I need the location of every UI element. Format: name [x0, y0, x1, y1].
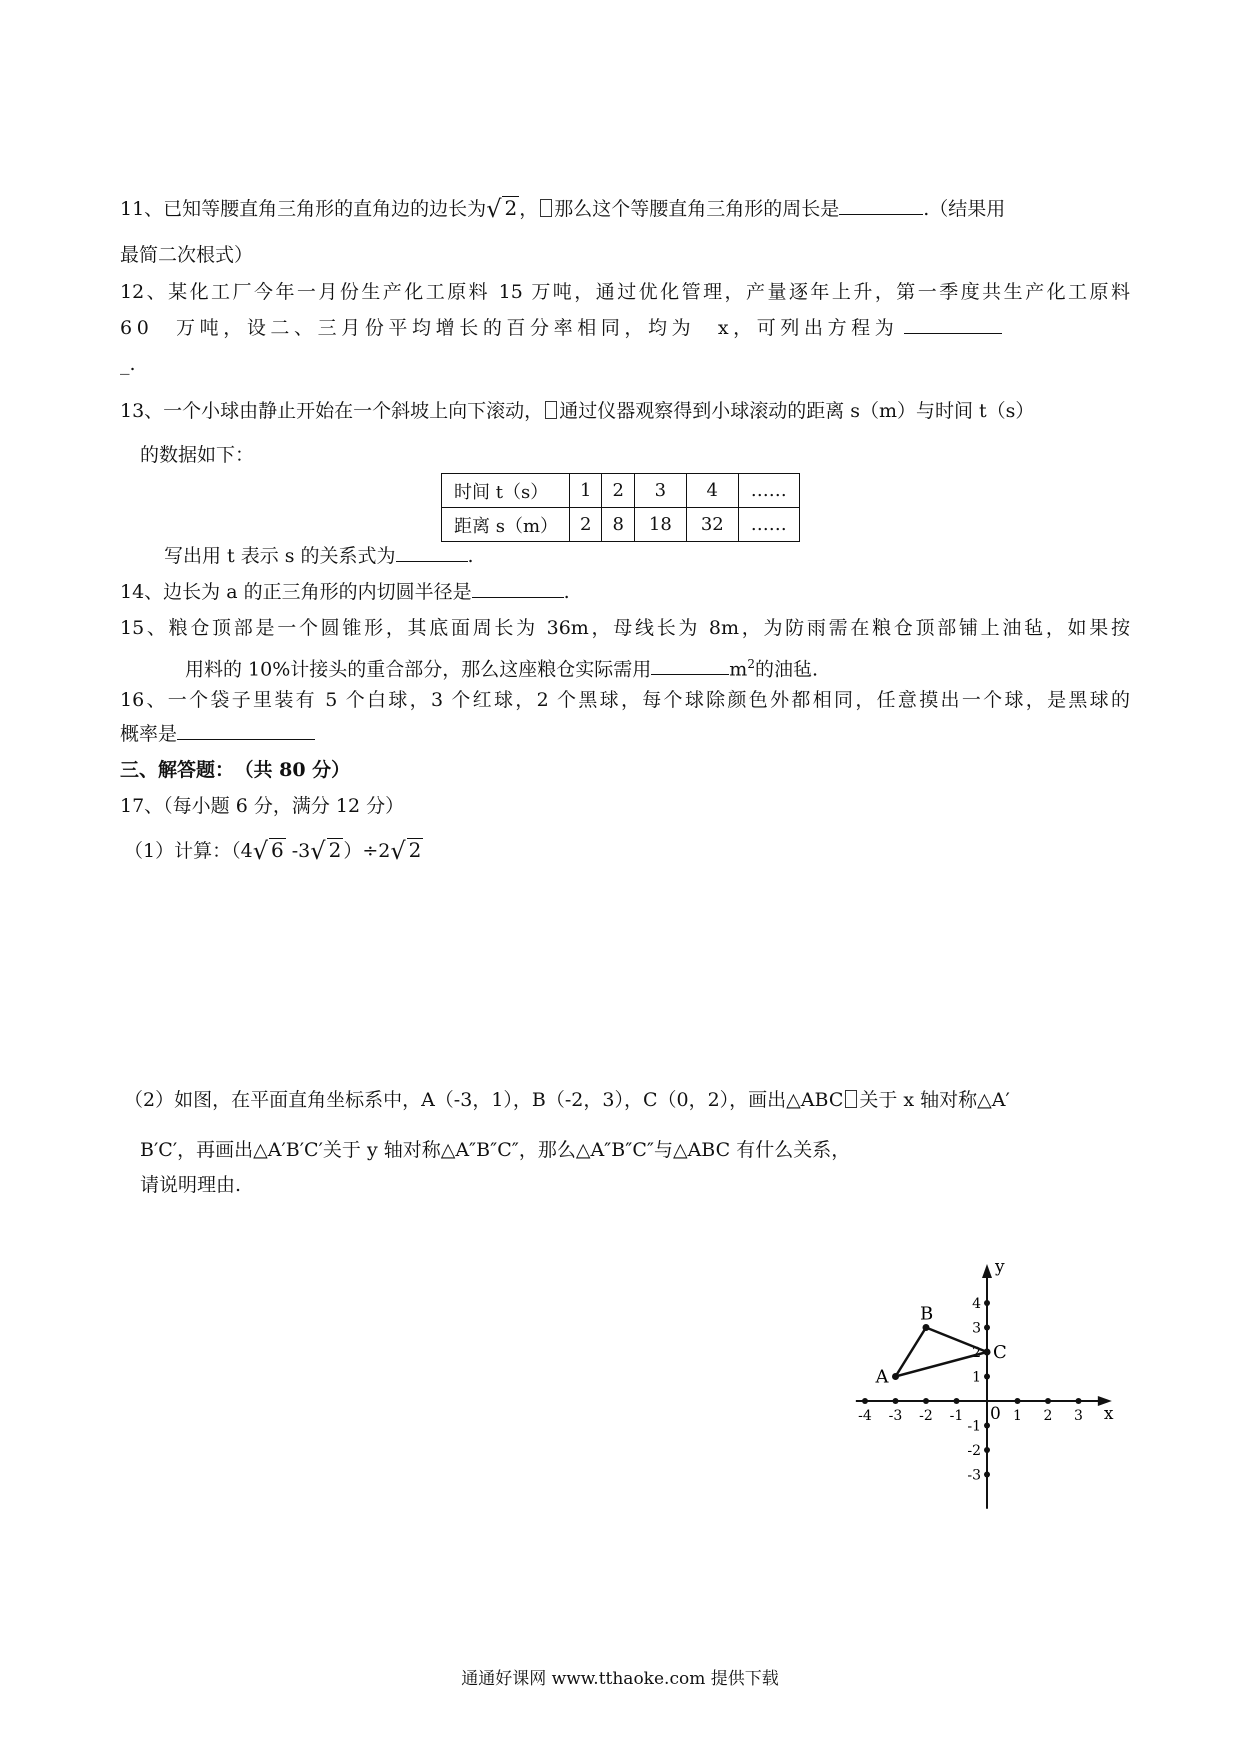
q11-text-b-prefix: ， — [519, 198, 539, 220]
missing-glyph-icon — [540, 199, 552, 217]
table-cell: 2 — [602, 474, 634, 508]
x-tick-dot — [923, 1398, 929, 1404]
x-tick-label: -1 — [949, 1408, 964, 1424]
q13-text-a: 13、一个小球由静止开始在一个斜坡上向下滚动， — [120, 400, 544, 422]
question-16-line-1 — [120, 685, 1130, 715]
q17-p1-mid: -3 — [285, 840, 311, 862]
coordinate-graph — [830, 1170, 1114, 1530]
q17-p1-suffix: ）÷2 — [343, 840, 391, 862]
question-11-line-2 — [120, 240, 1130, 270]
y-tick-label: -3 — [967, 1467, 981, 1484]
q17-p1-radicand-3: 2 — [408, 838, 422, 862]
footer: 通通好课网 www.tthaoke.com 提供下载 — [461, 1669, 779, 1689]
q13-line-3-end: . — [467, 545, 474, 567]
y-tick-label: -2 — [967, 1443, 981, 1459]
x-tick-dot — [1045, 1398, 1051, 1404]
table-row — [442, 474, 800, 508]
q16-line-2-text: 概率是 — [120, 723, 178, 745]
q11-text-a: 11、已知等腰直角三角形的直角边的边长为 — [120, 198, 487, 220]
point-a — [892, 1373, 899, 1380]
y-tick-label: 2 — [972, 1345, 981, 1361]
question-17-part-2-line-1 — [124, 1085, 1134, 1115]
q17-p1-radicand-1: 6 — [270, 838, 284, 862]
q11-line-2-text: 最简二次根式） — [120, 244, 254, 266]
question-11-line-1 — [120, 194, 1130, 224]
answer-blank-q16 — [177, 719, 315, 740]
y-tick-label: 3 — [972, 1320, 981, 1337]
x-tick-label: -3 — [888, 1408, 903, 1424]
question-13-line-2 — [140, 440, 1150, 470]
question-12-line-3 — [120, 349, 1130, 379]
x-tick-label: -2 — [919, 1408, 933, 1424]
q17-p2-line-2: B′C′，再画出△A′B′C′关于 y 轴对称△A″B″C″，那么△A″B″C″与△ABC 有什么关系， — [140, 1139, 851, 1161]
q13-text-b: 通过仪器观察得到小球滚动的距离 s（m）与时间 t（s） — [559, 400, 1035, 422]
q17-p1-radicand-2: 2 — [328, 838, 342, 862]
q15-line-1-text: 15、粮仓顶部是一个圆锥形，其底面周长为 36m，母线长为 8m，为防雨需在粮仓顶部铺上油毡，如果按 — [120, 617, 1130, 639]
q12-line-1-text: 12、某化工厂今年一月份生产化工原料 15 万吨，通过优化管理，产量逐年上升，第一季度共生产化工原料 — [120, 281, 1130, 303]
q13-line-2-text: 的数据如下： — [140, 444, 255, 466]
sqrt-sign: √ — [486, 195, 502, 223]
question-15-line-1 — [120, 613, 1130, 643]
missing-glyph-icon — [845, 1090, 857, 1108]
y-tick-dot — [984, 1300, 990, 1306]
point-c — [984, 1349, 991, 1356]
answer-blank-q14 — [472, 577, 564, 598]
x-tick-label: 2 — [1043, 1408, 1053, 1424]
table-cell: 4 — [686, 474, 738, 508]
x-tick-label: -4 — [858, 1408, 872, 1424]
q14-text: 14、边长为 a 的正三角形的内切圆半径是 — [120, 581, 472, 603]
y-axis-label: y — [995, 1257, 1005, 1278]
question-14 — [120, 577, 1130, 607]
sqrt-sign: √ — [390, 837, 406, 865]
q13-line-3-text: 写出用 t 表示 s 的关系式为 — [164, 545, 396, 567]
table-cell: …… — [738, 474, 799, 508]
x-tick-label: 1 — [1013, 1408, 1022, 1424]
x-tick-dot — [893, 1398, 899, 1404]
x-tick-dot — [1076, 1398, 1082, 1404]
question-17-part-1 — [124, 836, 1134, 866]
table-cell: 1 — [570, 474, 602, 508]
point-label-c: C — [993, 1342, 1007, 1363]
q15-line-2-end: 的油毡. — [754, 658, 818, 681]
question-16-line-2 — [120, 719, 1130, 749]
question-13-line-1 — [120, 396, 1130, 426]
q15-unit-exponent: 2 — [747, 657, 755, 671]
point-label-a: A — [875, 1366, 889, 1388]
y-tick-label: 1 — [972, 1369, 981, 1386]
sqrt-sign: √ — [310, 837, 326, 865]
x-tick-label: 3 — [1074, 1408, 1083, 1424]
answer-blank-q15 — [651, 654, 729, 675]
question-17-header — [120, 791, 1130, 821]
q11-text-c: .（结果用 — [923, 198, 1006, 220]
point-b — [923, 1324, 930, 1331]
point-label-b: B — [920, 1303, 934, 1325]
q11-text-b: 那么这个等腰直角三角形的周长是 — [554, 198, 840, 220]
answer-blank-q11 — [839, 194, 923, 215]
question-12-line-1 — [120, 277, 1130, 307]
q12-line-2-text: 60 万吨，设二、三月份平均增长的百分率相同，均为 x，可列出方程为 — [120, 317, 899, 339]
x-tick-dot — [1015, 1398, 1021, 1404]
y-tick-dot — [984, 1325, 990, 1331]
y-tick-label: -1 — [967, 1418, 981, 1435]
q15-unit: m — [729, 658, 748, 681]
missing-glyph-icon — [545, 401, 557, 419]
q14-end: . — [563, 581, 570, 603]
y-tick-dot — [984, 1472, 990, 1478]
q17-p2-line-1b: 关于 x 轴对称△A′ — [859, 1089, 1010, 1111]
table-cell: 2 — [570, 508, 602, 542]
section-points: （共 80 分） — [244, 759, 351, 781]
x-tick-dot — [862, 1398, 868, 1404]
y-axis-arrow-icon — [982, 1264, 992, 1278]
y-tick-dot — [984, 1423, 990, 1429]
sqrt-sign: √ — [252, 837, 268, 865]
table-cell: 距离 s（m） — [442, 508, 570, 542]
x-tick-dot — [954, 1398, 960, 1404]
table-cell: 时间 t（s） — [442, 474, 570, 508]
section-3-title — [120, 755, 1130, 785]
q17-p2-line-1a: （2）如图，在平面直角坐标系中，A（-3，1），B（-2，3），C（0，2），画出△ABC — [124, 1089, 844, 1111]
question-12-line-2 — [120, 313, 1130, 343]
x-axis-label: x — [1103, 1404, 1114, 1424]
q17-p2-line-3: 请说明理由. — [140, 1174, 242, 1196]
q11-radicand: 2 — [504, 196, 518, 220]
table-cell: 18 — [634, 508, 686, 542]
section-title: 三、解答题： — [120, 759, 235, 781]
question-15-line-2 — [185, 649, 1195, 684]
data-table — [441, 473, 800, 542]
table-cell: 8 — [602, 508, 634, 542]
y-tick-dot — [984, 1447, 990, 1453]
q17-header-text: 17、（每小题 6 分，满分 12 分） — [120, 795, 405, 817]
question-13-line-3 — [164, 541, 1174, 571]
q12-line-3-text: _. — [120, 353, 136, 375]
q15-line-2-text: 用料的 10%计接头的重合部分，那么这座粮仓实际需用 — [185, 658, 652, 681]
table-cell: 32 — [686, 508, 738, 542]
table-cell: …… — [738, 508, 799, 542]
y-tick-label: 4 — [972, 1296, 981, 1312]
answer-blank-q13 — [396, 541, 468, 562]
origin-label: 0 — [990, 1404, 1001, 1424]
q17-p1-prefix: （1）计算：（4 — [124, 840, 253, 862]
table-cell: 3 — [634, 474, 686, 508]
y-tick-dot — [984, 1374, 990, 1380]
answer-blank-q12 — [904, 313, 1002, 334]
question-17-part-2-line-2 — [140, 1135, 1150, 1165]
q16-line-1-text: 16、一个袋子里装有 5 个白球，3 个红球，2 个黑球，每个球除颜色外都相同，任意摸出一个球，是黑球的 — [120, 689, 1130, 711]
table-row — [442, 508, 800, 542]
